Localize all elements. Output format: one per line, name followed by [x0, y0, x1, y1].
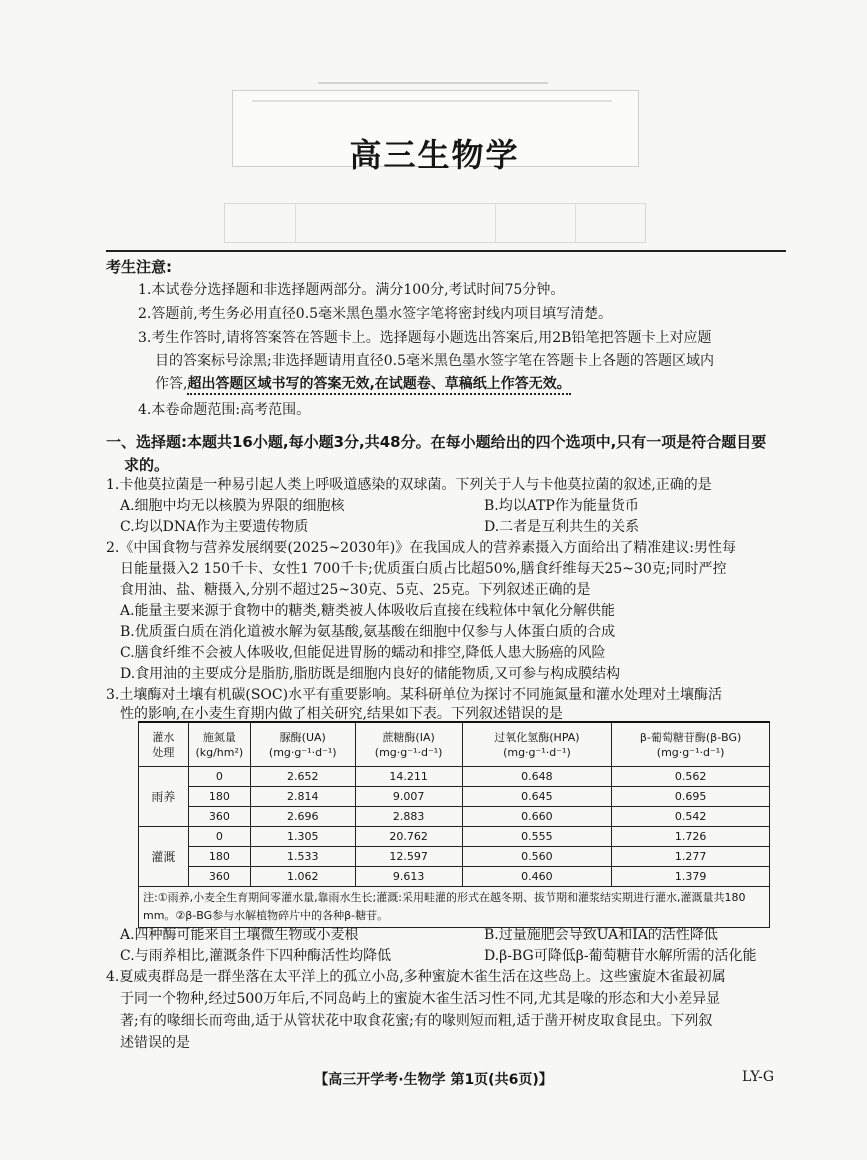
- q3-option-b: B.过量施肥会导致UA和IA的活性降低: [484, 927, 718, 943]
- table-cell: 20.762: [355, 827, 462, 847]
- q2-stem: 食用油、盐、糖摄入,分别不超过25~30克、5克、25克。下列叙述正确的是: [120, 582, 591, 598]
- notice-heading: 考生注意:: [106, 258, 172, 276]
- q1-stem: 1.卡他莫拉菌是一种易引起人类上呼吸道感染的双球菌。下列关于人与卡他莫拉菌的叙述,正确的是: [106, 477, 712, 493]
- table-cell: 180: [188, 787, 250, 807]
- table-cell: 0.645: [462, 787, 612, 807]
- table-cell: 1.379: [612, 867, 770, 887]
- col-header: 脲酶(UA) (mg·g⁻¹·d⁻¹): [250, 722, 355, 767]
- notice-item: 目的答案标号涂黑;非选择题请用直径0.5毫米黑色墨水签字笔在答题卡上各题的答题区域内: [155, 353, 714, 369]
- table-cell: 0.460: [462, 867, 612, 887]
- group-label: 灌溉: [139, 827, 189, 887]
- notice-item-start: [155, 374, 571, 394]
- table-cell: 0: [188, 827, 250, 847]
- table-cell: 2.814: [250, 787, 355, 807]
- table-cell: 0.542: [612, 807, 770, 827]
- table-cell: 180: [188, 847, 250, 867]
- group-label: 雨养: [139, 767, 189, 827]
- table-note-row: [139, 887, 770, 928]
- q1-option-b: B.均以ATP作为能量货币: [484, 498, 639, 514]
- q3-option-d: D.β-BG可降低β-葡萄糖苷水解所需的活化能: [484, 948, 757, 964]
- q1-option-c: C.均以DNA作为主要遗传物质: [120, 519, 309, 535]
- table-cell: 0.560: [462, 847, 612, 867]
- notice-item: 2.答题前,考生务必用直径0.5毫米黑色墨水签字笔将密封线内项目填写清楚。: [138, 306, 613, 322]
- q3-option-a: A.四种酶可能来自土壤微生物或小麦根: [120, 927, 359, 943]
- page-title: 高三生物学: [349, 136, 520, 174]
- q3-stem: 3.土壤酶对土壤有机碳(SOC)水平有重要影响。某科研单位为探讨不同施氮量和灌水处理对土壤酶活: [106, 687, 723, 703]
- table-note: 注:①雨养,小麦全生育期间零灌水量,靠雨水生长;灌溉:采用畦灌的形式在越冬期、拔节期和灌浆结实期进行灌水,灌溉量共180 mm。②β-BG参与水解植物碎片中的各种β-糖苷。: [139, 887, 770, 928]
- table-cell: 12.597: [355, 847, 462, 867]
- q3-stem: 性的影响,在小麦生育期内做了相关研究,结果如下表。下列叙述错误的是: [120, 706, 563, 722]
- q2-stem: 2.《中国食物与营养发展纲要(2025~2030年)》在我国成人的营养素摄入方面给出了精准建议:男性每: [106, 540, 736, 556]
- table-cell: 0.555: [462, 827, 612, 847]
- table-row: [139, 767, 770, 787]
- table-row: [139, 787, 770, 807]
- q2-option-d: D.食用油的主要成分是脂肪,脂肪既是细胞内良好的储能物质,又可参与构成膜结构: [120, 666, 621, 682]
- q2-option-b: B.优质蛋白质在消化道被水解为氨基酸,氨基酸在细胞中仅参与人体蛋白质的合成: [120, 624, 616, 640]
- q2-stem: 日能量摄入2 150千卡、女性1 700千卡;优质蛋白质占比超50%,膳食纤维每天25~30克;同时严控: [120, 561, 727, 577]
- table-row: [139, 807, 770, 827]
- table-cell: 1.305: [250, 827, 355, 847]
- q4-stem: 著;有的喙细长而弯曲,适于从管状花中取食花蜜;有的喙则短而粗,适于凿开树皮取食昆虫。下列叙: [120, 1013, 713, 1029]
- table-cell: 360: [188, 867, 250, 887]
- table-cell: 1.062: [250, 867, 355, 887]
- table-header-row: [139, 722, 770, 767]
- paper-code: LY-G: [742, 1069, 775, 1085]
- col-header: 灌水 处理: [139, 722, 189, 767]
- q2-option-a: A.能量主要来源于食物中的糖类,糖类被人体吸收后直接在线粒体中氧化分解供能: [120, 603, 616, 619]
- notice-item: 3.考生作答时,请将答案答在答题卡上。选择题每小题选出答案后,用2B铅笔把答题卡上对应题: [138, 330, 712, 346]
- table-row: [139, 867, 770, 887]
- table-cell: 0.562: [612, 767, 770, 787]
- table-cell: 2.883: [355, 807, 462, 827]
- notice-item: 4.本卷命题范围:高考范围。: [138, 402, 311, 418]
- q2-option-c: C.膳食纤维不会被人体吸收,但能促进胃肠的蠕动和排空,降低人患大肠癌的风险: [120, 645, 606, 661]
- table-cell: 360: [188, 807, 250, 827]
- table-row: [139, 847, 770, 867]
- table-cell: 14.211: [355, 767, 462, 787]
- section-heading-cont: 求的。: [124, 456, 170, 474]
- col-header: 施氮量 (kg/hm²): [188, 722, 250, 767]
- col-header: 过氧化氢酶(HPA) (mg·g⁻¹·d⁻¹): [462, 722, 612, 767]
- table-cell: 9.613: [355, 867, 462, 887]
- q4-stem: 述错误的是: [120, 1035, 190, 1051]
- page-footer: 【高三开学考·生物学 第1页(共6页)】: [314, 1072, 553, 1088]
- col-header: 蔗糖酶(IA) (mg·g⁻¹·d⁻¹): [355, 722, 462, 767]
- faded-header-line: [252, 100, 612, 102]
- score-table-faded: [224, 203, 646, 243]
- section-heading: 一、选择题:本题共16小题,每小题3分,共48分。在每小题给出的四个选项中,只有一项是符合题目要: [106, 433, 767, 451]
- q4-stem: 4.夏威夷群岛是一群坐落在太平洋上的孤立小岛,多种蜜旋木雀生活在这些岛上。这些蜜旋木雀最初属: [106, 969, 726, 985]
- table-cell: 1.533: [250, 847, 355, 867]
- table-cell: 0.648: [462, 767, 612, 787]
- notice-item: 作答,: [155, 376, 188, 392]
- table-cell: 1.726: [612, 827, 770, 847]
- enzyme-table: [138, 721, 770, 928]
- notice-emphasis: 超出答题区域书写的答案无效,在试题卷、草稿纸上作答无效。: [187, 376, 570, 395]
- faded-header-line: [318, 82, 548, 84]
- table-cell: 2.652: [250, 767, 355, 787]
- notice-item: 1.本试卷分选择题和非选择题两部分。满分100分,考试时间75分钟。: [138, 282, 565, 298]
- col-header: β-葡萄糖苷酶(β-BG) (mg·g⁻¹·d⁻¹): [612, 722, 770, 767]
- q4-stem: 于同一个物种,经过500万年后,不同岛屿上的蜜旋木雀生活习性不同,尤其是喙的形态和大小差异显: [120, 991, 721, 1007]
- table-cell: 0.695: [612, 787, 770, 807]
- table-cell: 1.277: [612, 847, 770, 867]
- q1-option-a: A.细胞中均无以核膜为界限的细胞核: [120, 498, 345, 514]
- header-divider: [106, 250, 786, 252]
- q3-option-c: C.与雨养相比,灌溉条件下四种酶活性均降低: [120, 948, 392, 964]
- table-cell: 2.696: [250, 807, 355, 827]
- table-cell: 0.660: [462, 807, 612, 827]
- table-cell: 9.007: [355, 787, 462, 807]
- q1-option-d: D.二者是互利共生的关系: [484, 519, 640, 535]
- table-cell: 0: [188, 767, 250, 787]
- table-row: [139, 827, 770, 847]
